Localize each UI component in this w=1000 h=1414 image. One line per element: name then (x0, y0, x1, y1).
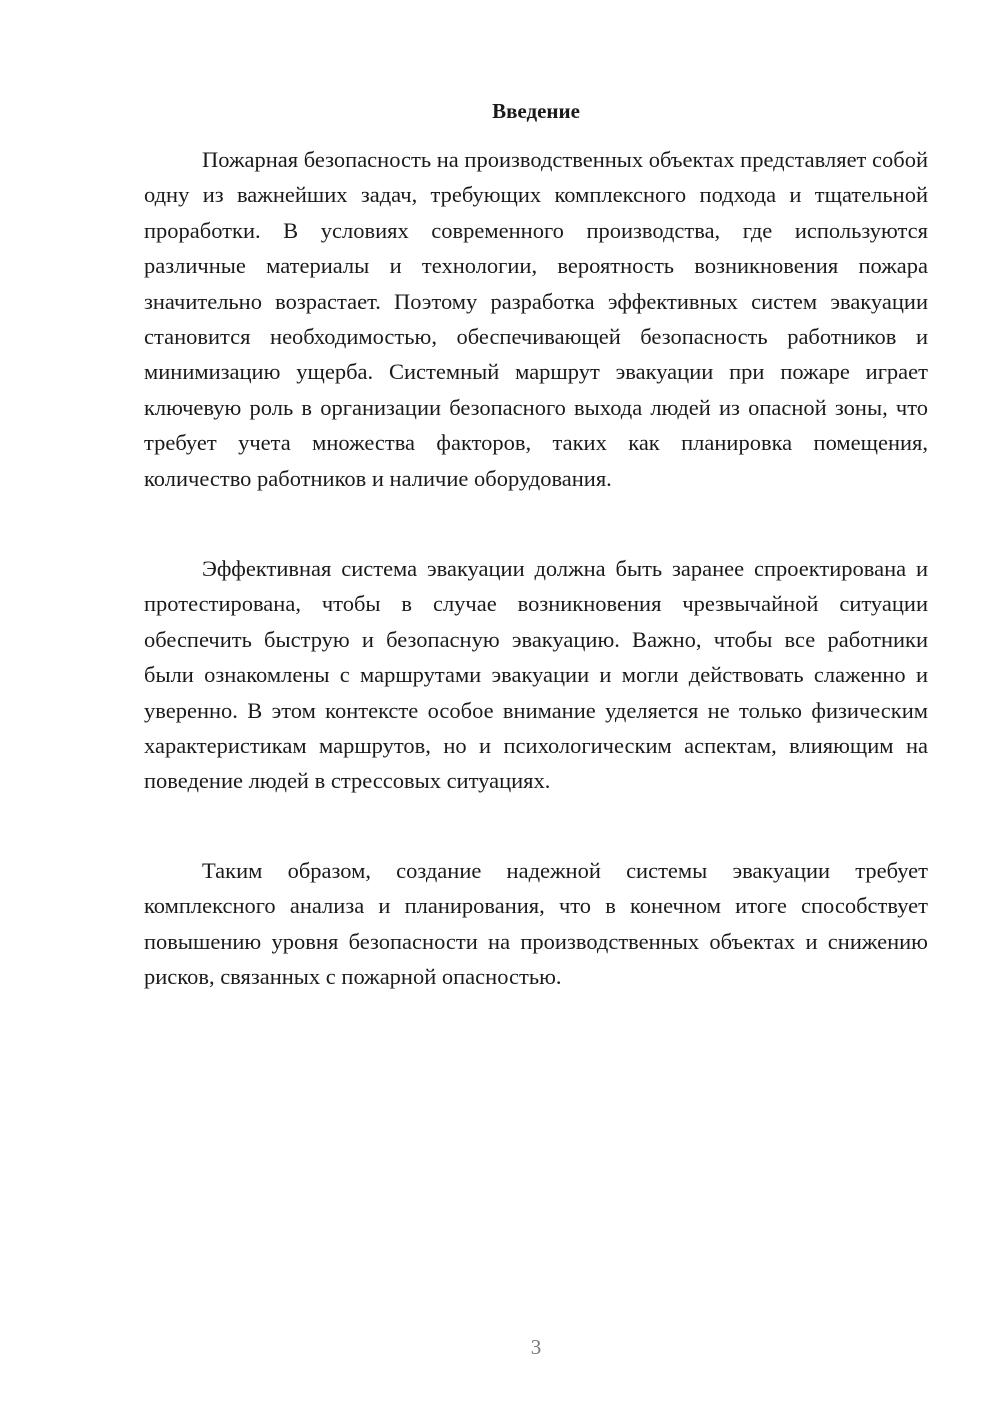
section-heading: Введение (492, 99, 580, 123)
paragraph-2: Эффективная система эвакуации должна быть заранее спроектирована и протестирована, чтобы в случае возникновения чрезвычайной ситуации обеспечить быструю и безопасную эвакуацию. Важно, чтобы все работники были ознакомлены с маршрутами эвакуации и могли действовать слаженно и уверенно. В этом контексте особое внимание уделяется не только физическим характеристикам маршрутов, но и психологическим аспектам, влияющим на поведение людей в стрессовых ситуациях. (144, 556, 928, 794)
page-number: 3 (530, 1335, 542, 1359)
paragraph-3: Таким образом, создание надежной системы эвакуации требует комплексного анализа и планирования, что в конечном итоге способствует повышению уровня безопасности на производственных объектах и снижению рисков, связанных с пожарной опасностью. (144, 858, 928, 990)
paragraph-1: Пожарная безопасность на производственных объектах представляет собой одну из важнейших задач, требующих комплексного подхода и тщательной проработки. В условиях современного производства, где используются различные материалы и технологии, вероятность возникновения пожара значительно возрастает. Поэтому разработка эффективных систем эвакуации становится необходимостью, обеспечивающей безопасность работников и минимизацию ущерба. Системный маршрут эвакуации при пожаре играет ключевую роль в организации безопасного выхода людей из опасной зоны, что требует учета множества факторов, таких как планировка помещения, количество работников и наличие оборудования. (144, 147, 928, 491)
